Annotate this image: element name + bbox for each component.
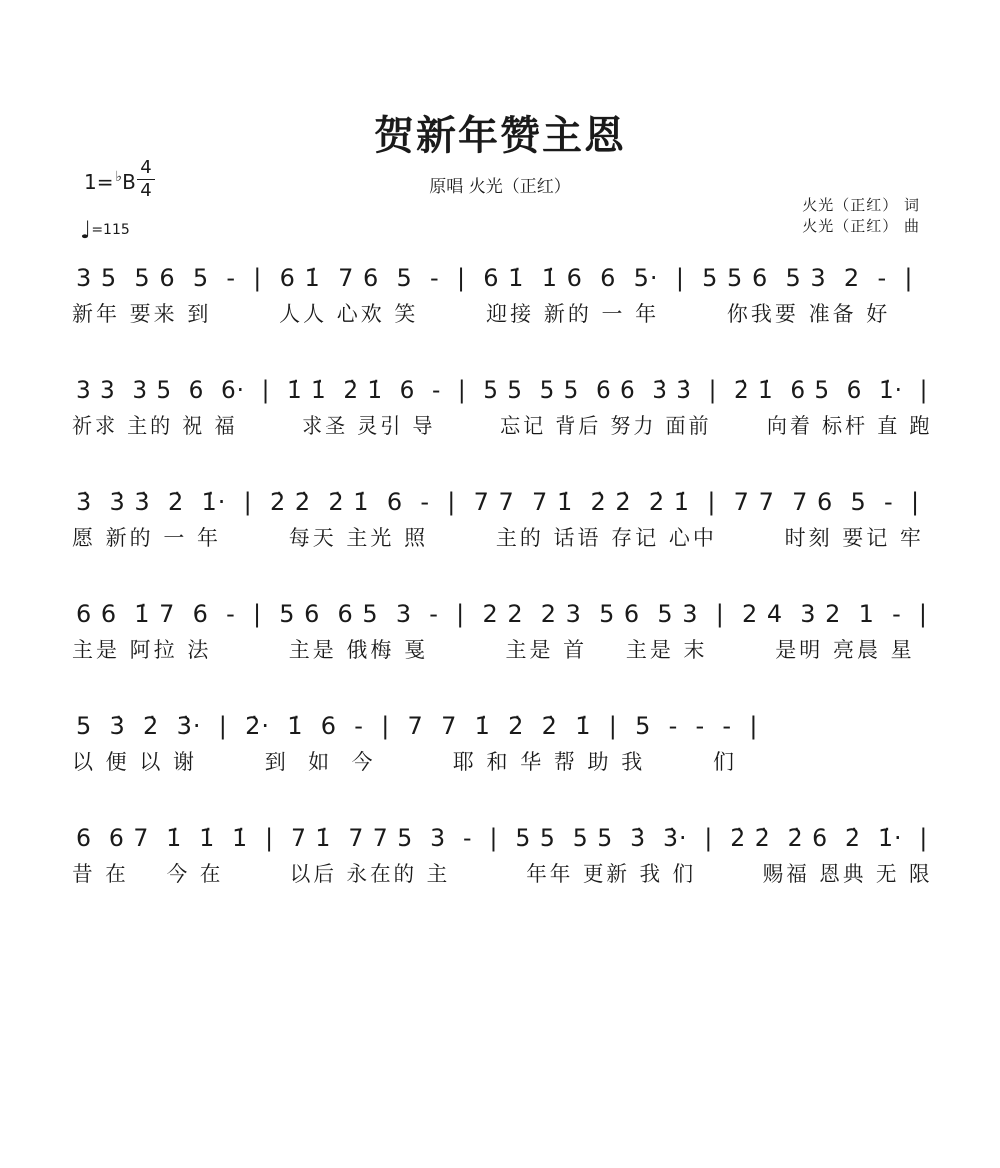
notation-text: 6 6 1̇ 7 6 - | 5 6 6 5 3 - | 2 2 2 3 5 6 5 3 | 2 4 3 2 1 - | xyxy=(76,600,929,628)
notation-text: 5 3̇ 2̇ 3̇· | 2̇· 1̇ 6 - | 7 7 1̇ 2̇ 2̇ 1̇ | 5 - - - | xyxy=(76,712,759,740)
notation-text: 6 6 7 1̇ 1̇ 1̇ | 7 1̇ 7 7 5 3 - | 5 5 5 5 3̇ 3̇· | 2̇ 2̇ 2̇ 6 2̇ 1̇· | xyxy=(76,824,929,852)
flat-icon: ♭ xyxy=(115,169,123,185)
notation-line xyxy=(72,258,932,298)
lyric-line: 以 便 以 谢 到 如 今 耶 和 华 帮 助 我 们 xyxy=(72,750,737,774)
notation-text: 3 3 3 5 6 6· | 1̇ 1̇ 2̇ 1̇ 6 - | 5 5 5 5 6 6 3̇ 3̇ | 2̇ 1̇ 6 5 6 1̇· | xyxy=(76,376,929,404)
notation-line xyxy=(72,482,932,522)
song-title: 贺新年赞主恩 xyxy=(374,113,626,159)
composer-credit: 火光（正红） 曲 xyxy=(802,217,920,235)
quarter-note-icon: ♩ xyxy=(80,216,92,244)
lyric-line: 祈求 主的 祝 福 求圣 灵引 导 忘记 背后 努力 面前 向着 标杆 直 跑 xyxy=(72,414,933,438)
lyric-line: 昔 在 今 在 以后 永在的 主 年年 更新 我 们 赐福 恩典 无 限 xyxy=(72,862,933,886)
tempo-marking xyxy=(80,212,130,244)
tempo-value: =115 xyxy=(91,222,130,238)
lyric-line: 主是 阿拉 法 主是 俄梅 戛 主是 首 主是 末 是明 亮晨 星 xyxy=(72,638,915,662)
lyricist-credit: 火光（正红） 词 xyxy=(802,196,920,214)
notation-text: 3 5 5 6 5 - | 6 1̇ 7 6 5 - | 6 1̇ 1̇ 6 6 5· | 5 5 6 5 3 2 - | xyxy=(76,264,914,292)
notation-text: 3̇ 3̇ 3̇ 2̇ 1̇· | 2̇ 2̇ 2̇ 1̇ 6 - | 7 7 7 1̇ 2̇ 2̇ 2̇ 1̇ | 7 7 7 6 5 - | xyxy=(76,488,921,516)
notation-line xyxy=(72,706,932,746)
notation-line xyxy=(72,370,932,410)
key-prefix: 1= xyxy=(84,170,114,194)
notation-line xyxy=(72,818,932,858)
original-singer: 原唱 火光（正红） xyxy=(429,177,571,197)
notation-line xyxy=(72,594,932,634)
time-signature-bottom: 4 xyxy=(140,180,152,201)
lyric-line: 愿 新的 一 年 每天 主光 照 主的 话语 存记 心中 时刻 要记 牢 xyxy=(72,526,924,550)
time-signature-top: 4 xyxy=(140,157,152,178)
lyric-line: 新年 要来 到 人人 心欢 笑 迎接 新的 一 年 你我要 准备 好 xyxy=(72,302,891,326)
key-note: B xyxy=(122,170,136,194)
